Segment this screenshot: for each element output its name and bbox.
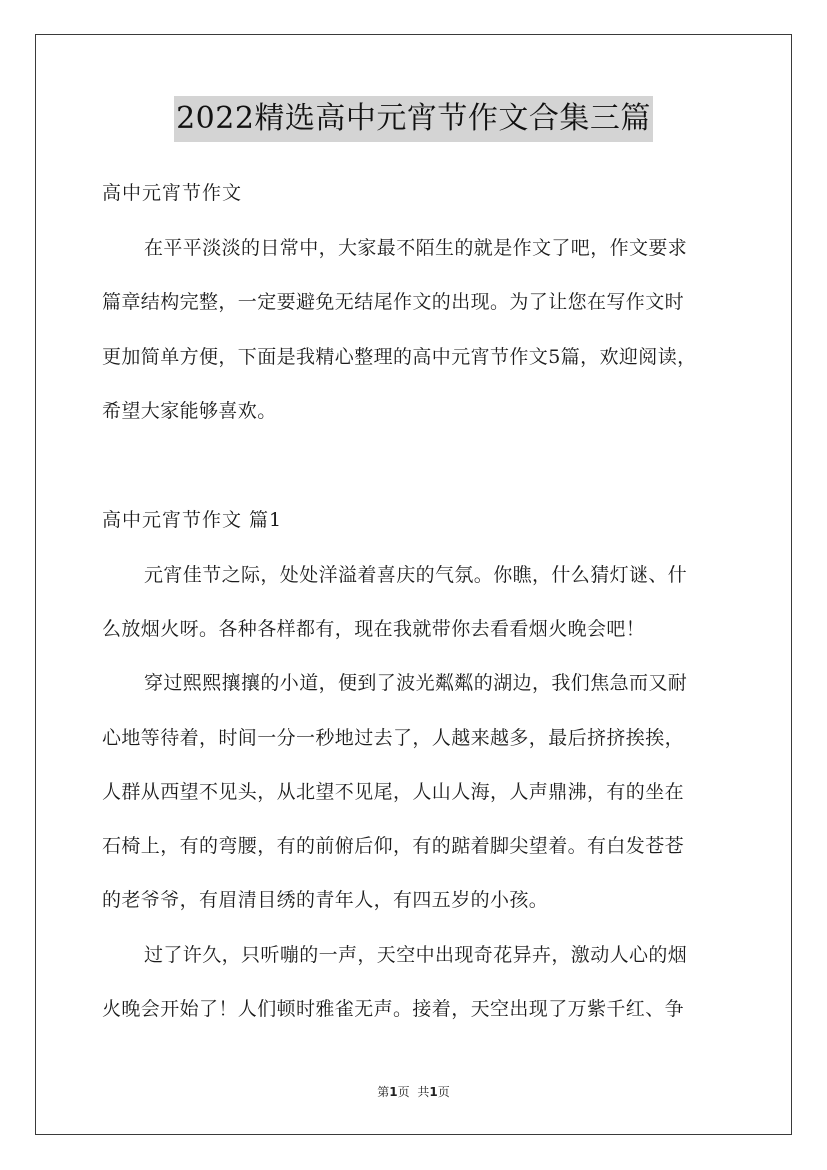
- paragraph-line: 在平平淡淡的日常中，大家最不陌生的就是作文了吧，作文要求: [144, 237, 688, 259]
- title-container: [0, 96, 827, 142]
- section-heading: 高中元宵节作文 篇1: [102, 509, 283, 531]
- page-footer: [0, 1083, 827, 1100]
- paragraph-line: 火晚会开始了！人们顿时雅雀无声。接着，天空出现了万紫千红、争: [102, 998, 685, 1020]
- page-label-suffix: 页: [397, 1085, 410, 1099]
- section-heading: 高中元宵节作文: [102, 182, 243, 204]
- paragraph-line: 的老爷爷，有眉清目绣的青年人，有四五岁的小孩。: [102, 889, 549, 911]
- paragraph-line: 石椅上，有的弯腰，有的前俯后仰，有的踮着脚尖望着。有白发苍苍: [102, 835, 685, 857]
- paragraph-line: 心地等待着，时间一分一秒地过去了，人越来越多，最后挤挤挨挨，: [102, 727, 685, 749]
- total-pages: 1: [429, 1085, 438, 1099]
- paragraph-line: 么放烟火呀。各种各样都有，现在我就带你去看看烟火晚会吧！: [102, 618, 646, 640]
- paragraph-line: 人群从西望不见头，从北望不见尾，人山人海，人声鼎沸，有的坐在: [102, 781, 685, 803]
- paragraph-line: 更加简单方便，下面是我精心整理的高中元宵节作文5篇，欢迎阅读，: [102, 346, 697, 368]
- paragraph-line: 元宵佳节之际，处处洋溢着喜庆的气氛。你瞧，什么猜灯谜、什: [144, 564, 688, 586]
- page-number: 1: [389, 1085, 398, 1099]
- total-label-suffix: 页: [437, 1085, 450, 1099]
- page-label-prefix: 第: [377, 1085, 390, 1099]
- paragraph-line: 过了许久，只听嘣的一声，天空中出现奇花异卉，激动人心的烟: [144, 944, 688, 966]
- paragraph-line: 穿过熙熙攘攘的小道，便到了波光粼粼的湖边，我们焦急而又耐: [144, 672, 688, 694]
- paragraph-line: 篇章结构完整，一定要避免无结尾作文的出现。为了让您在写作文时: [102, 291, 685, 313]
- total-label-prefix: 共: [417, 1085, 430, 1099]
- document-title: 2022精选高中元宵节作文合集三篇: [174, 96, 653, 142]
- paragraph-line: 希望大家能够喜欢。: [102, 400, 277, 422]
